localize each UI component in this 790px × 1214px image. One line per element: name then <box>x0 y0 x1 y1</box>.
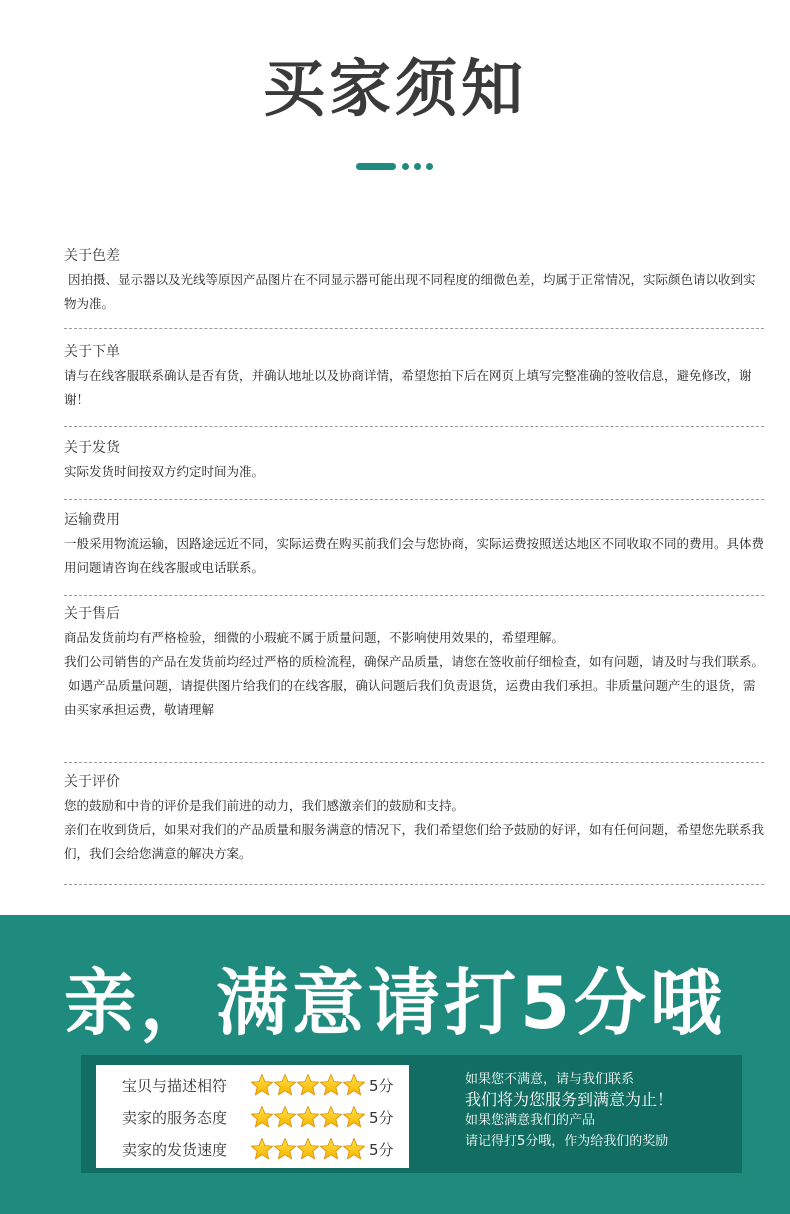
section-body <box>64 794 766 866</box>
star-icon <box>319 1105 343 1129</box>
section-title: 关于发货 <box>64 440 120 456</box>
rating-label: 卖家的服务态度 <box>122 1109 228 1127</box>
rating-row-service <box>96 1103 409 1133</box>
star-icon <box>319 1073 343 1097</box>
section-line: 商品发货前均有严格检验，细微的小瑕疵不属于质量问题，不影响使用效果的，希望理解。 <box>64 630 565 645</box>
rating-row-description <box>96 1071 409 1101</box>
banner-note: 如果您满意我们的产品 <box>465 1113 596 1128</box>
section-color-difference <box>64 246 766 316</box>
star-icon <box>250 1137 274 1161</box>
star-icon <box>342 1137 366 1161</box>
divider-dot <box>402 163 409 170</box>
section-divider <box>64 595 764 596</box>
banner-note: 如果您不满意，请与我们联系 <box>465 1072 635 1087</box>
rating-row-delivery <box>96 1135 409 1165</box>
section-body <box>64 268 766 316</box>
rating-label: 卖家的发货速度 <box>122 1141 228 1159</box>
section-divider <box>64 328 764 329</box>
rating-score: 5分 <box>369 1109 394 1127</box>
rating-card <box>96 1065 409 1168</box>
section-line: 我们公司销售的产品在发货前均经过严格的质检流程，确保产品质量，请您在签收前仔细检查，如有问题，请及时与我们联系。 <box>64 654 765 669</box>
section-title: 运输费用 <box>64 512 120 528</box>
rating-score: 5分 <box>369 1077 394 1095</box>
star-icon <box>296 1073 320 1097</box>
section-body <box>64 364 766 412</box>
section-line: 您的鼓励和中肯的评价是我们前进的动力，我们感激亲们的鼓励和支持。 <box>64 798 465 813</box>
section-line: 一般采用物流运输，因路途远近不同，实际运费在购买前我们会与您协商，实际运费按照送达地区不同收取不同的费用。具体费用问题请咨询在线客服或电话联系。 <box>64 536 765 575</box>
section-freight <box>64 510 766 580</box>
star-icon <box>296 1105 320 1129</box>
section-reviews <box>64 772 766 866</box>
section-line: 请与在线客服联系确认是否有货，并确认地址以及协商详情，希望您拍下后在网页上填写完整准确的签收信息，避免修改，谢谢！ <box>64 368 752 407</box>
section-after-sales <box>64 604 766 722</box>
star-icon <box>342 1073 366 1097</box>
section-ordering <box>64 342 766 412</box>
section-divider <box>64 499 764 500</box>
divider-dot <box>426 163 433 170</box>
section-title: 关于售后 <box>64 606 120 622</box>
star-icon <box>273 1073 297 1097</box>
rating-score: 5分 <box>369 1141 394 1159</box>
star-icon <box>273 1137 297 1161</box>
star-icon <box>250 1073 274 1097</box>
rating-banner <box>0 915 790 1214</box>
banner-note: 请记得打5分哦，作为给我们的奖励 <box>465 1134 669 1149</box>
divider-dot <box>414 163 421 170</box>
section-divider <box>64 884 764 885</box>
section-body <box>64 626 766 722</box>
section-shipping <box>64 438 766 484</box>
section-divider <box>64 762 764 763</box>
rating-panel <box>81 1055 742 1173</box>
section-line: 因拍摄、显示器以及光线等原因产品图片在不同显示器可能出现不同程度的细微色差，均属于正常情况，实际颜色请以收到实物为准。 <box>64 272 756 311</box>
section-title: 关于下单 <box>64 344 120 360</box>
star-icon <box>296 1137 320 1161</box>
page-title: 买家须知 <box>262 52 527 125</box>
banner-slogan: 亲，满意请打5分哦 <box>63 961 727 1045</box>
section-body <box>64 460 766 484</box>
rating-label: 宝贝与描述相符 <box>122 1077 228 1095</box>
section-title: 关于评价 <box>64 774 120 790</box>
banner-note: 我们将为您服务到满意为止！ <box>465 1090 674 1109</box>
star-icon <box>250 1105 274 1129</box>
section-line: 实际发货时间按双方约定时间为准。 <box>64 464 265 479</box>
section-body <box>64 532 766 580</box>
star-icon <box>273 1105 297 1129</box>
divider-bar <box>356 163 396 170</box>
section-divider <box>64 426 764 427</box>
star-icon <box>342 1105 366 1129</box>
section-title: 关于色差 <box>64 248 120 264</box>
star-icon <box>319 1137 343 1161</box>
section-line: 亲们在收到货后，如果对我们的产品质量和服务满意的情况下，我们希望您们给予鼓励的好评，如有任何问题，希望您先联系我们，我们会给您满意的解决方案。 <box>64 822 765 861</box>
section-line: 如遇产品质量问题，请提供图片给我们的在线客服，确认问题后我们负责退货，运费由我们承担。非质量问题产生的退货，需由买家承担运费，敬请理解 <box>64 678 756 717</box>
